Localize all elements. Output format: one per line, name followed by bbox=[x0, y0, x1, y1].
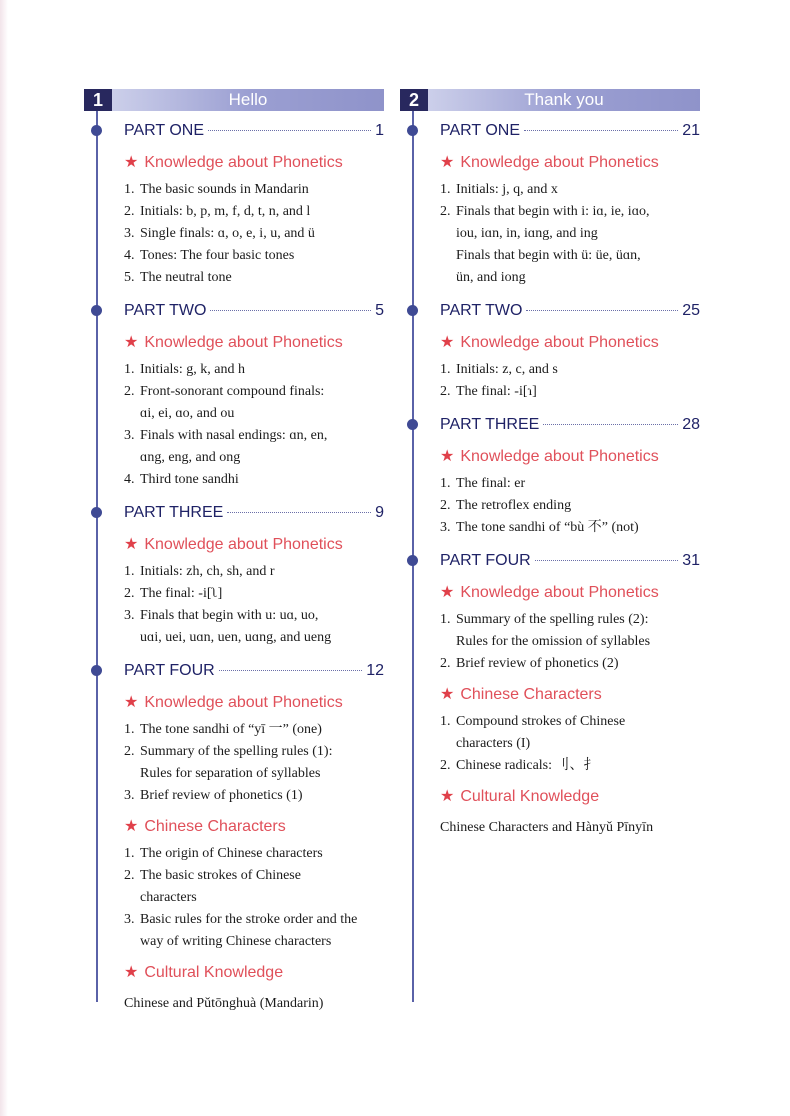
section-items bbox=[440, 359, 700, 403]
item-text: Finals that begin with i: iɑ, ie, iɑo, bbox=[456, 204, 650, 219]
item-text: Summary of the spelling rules (1): bbox=[140, 744, 333, 759]
dot-leader bbox=[219, 670, 363, 671]
list-item bbox=[124, 865, 384, 887]
list-item bbox=[440, 359, 700, 381]
lesson-title: Thank you bbox=[524, 90, 604, 109]
list-item bbox=[124, 605, 384, 627]
item-text: The origin of Chinese characters bbox=[140, 846, 323, 861]
list-item bbox=[440, 711, 700, 733]
section-heading bbox=[124, 151, 384, 175]
part-entry[interactable] bbox=[124, 299, 384, 323]
item-number: 1. bbox=[124, 564, 135, 579]
page-number: 5 bbox=[375, 302, 384, 319]
part-row bbox=[440, 413, 700, 437]
section-heading-text: Cultural Knowledge bbox=[144, 964, 284, 981]
timeline-dot bbox=[407, 419, 418, 430]
item-text: Basic rules for the stroke order and the bbox=[140, 912, 358, 927]
item-text: Initials: b, p, m, f, d, t, n, and l bbox=[140, 204, 311, 219]
dot-leader bbox=[524, 130, 678, 131]
section-heading-text: Knowledge about Phonetics bbox=[144, 334, 343, 351]
item-number: 3. bbox=[124, 608, 135, 623]
item-number: 1. bbox=[440, 182, 451, 197]
section-heading bbox=[124, 961, 384, 985]
section-heading-text: Knowledge about Phonetics bbox=[460, 154, 659, 171]
list-item bbox=[124, 201, 384, 223]
part-label: PART TWO bbox=[124, 302, 207, 319]
item-text: Brief review of phonetics (2) bbox=[456, 656, 619, 671]
section-items bbox=[124, 719, 384, 807]
section-items bbox=[440, 609, 700, 675]
item-number: 1. bbox=[440, 714, 451, 729]
list-item bbox=[124, 583, 384, 605]
lesson-column bbox=[400, 89, 700, 839]
timeline-dot bbox=[91, 507, 102, 518]
dot-leader bbox=[210, 310, 371, 311]
section-items bbox=[440, 473, 700, 539]
item-number: 2. bbox=[124, 744, 135, 759]
item-number: 3. bbox=[124, 912, 135, 927]
part-label: PART FOUR bbox=[440, 552, 531, 569]
section-heading-text: Knowledge about Phonetics bbox=[144, 154, 343, 171]
item-number: 2. bbox=[124, 204, 135, 219]
list-item bbox=[440, 473, 700, 495]
item-text: Chinese radicals: 刂、扌 bbox=[456, 758, 598, 773]
list-item bbox=[440, 381, 700, 403]
part-row bbox=[124, 299, 384, 323]
dot-leader bbox=[526, 310, 678, 311]
item-text: The neutral tone bbox=[140, 270, 232, 285]
star-icon: ★ bbox=[124, 154, 139, 171]
item-number: 2. bbox=[440, 204, 451, 219]
section-heading bbox=[440, 785, 700, 809]
part-label: PART FOUR bbox=[124, 662, 215, 679]
item-text: The basic sounds in Mandarin bbox=[140, 182, 309, 197]
item-text: Initials: j, q, and x bbox=[456, 182, 558, 197]
section-heading-text: Knowledge about Phonetics bbox=[460, 448, 659, 465]
list-item bbox=[124, 719, 384, 741]
section-heading-text: Knowledge about Phonetics bbox=[460, 584, 659, 601]
section-heading bbox=[440, 151, 700, 175]
item-number: 2. bbox=[124, 384, 135, 399]
page-number: 1 bbox=[375, 122, 384, 139]
star-icon: ★ bbox=[124, 818, 139, 835]
item-text-continued: ɑi, ei, ɑo, and ou bbox=[140, 406, 235, 421]
item-number: 3. bbox=[124, 226, 135, 241]
item-number: 1. bbox=[440, 362, 451, 377]
section-items bbox=[124, 179, 384, 289]
item-number: 1. bbox=[440, 476, 451, 491]
item-number: 2. bbox=[440, 384, 451, 399]
part-row bbox=[124, 659, 384, 683]
item-text-continued: uɑi, uei, uɑn, uen, uɑng, and ueng bbox=[140, 630, 332, 645]
list-item bbox=[124, 381, 384, 403]
item-number: 3. bbox=[124, 788, 135, 803]
star-icon: ★ bbox=[440, 686, 455, 703]
item-text-continued: Rules for the omission of syllables bbox=[456, 634, 651, 649]
part-label: PART THREE bbox=[124, 504, 224, 521]
part-row bbox=[440, 549, 700, 573]
section-text: Chinese Characters and Hànyǔ Pīnyīn bbox=[440, 820, 654, 835]
lesson-header-band bbox=[84, 89, 384, 111]
item-text: Initials: z, c, and s bbox=[456, 362, 558, 377]
part-entry[interactable] bbox=[440, 299, 700, 323]
item-number: 5. bbox=[124, 270, 135, 285]
section-heading-text: Chinese Characters bbox=[144, 818, 286, 835]
star-icon: ★ bbox=[124, 536, 139, 553]
page-number: 25 bbox=[682, 302, 700, 319]
item-text: Single finals: ɑ, o, e, i, u, and ü bbox=[140, 226, 315, 241]
item-text-continued: characters (I) bbox=[456, 736, 531, 751]
section-items bbox=[440, 711, 700, 777]
item-text-continued: Rules for separation of syllables bbox=[140, 766, 321, 781]
list-item bbox=[440, 495, 700, 517]
list-item bbox=[124, 469, 384, 491]
list-item bbox=[124, 843, 384, 865]
item-text: The basic strokes of Chinese bbox=[140, 868, 301, 883]
item-text: The final: er bbox=[456, 476, 526, 491]
part-label: PART THREE bbox=[440, 416, 540, 433]
item-text: Finals that begin with u: uɑ, uo, bbox=[140, 608, 319, 623]
item-number: 1. bbox=[124, 722, 135, 737]
timeline-dot bbox=[91, 125, 102, 136]
dot-leader bbox=[535, 560, 679, 561]
star-icon: ★ bbox=[440, 788, 455, 805]
page-number: 9 bbox=[375, 504, 384, 521]
page-number: 31 bbox=[682, 552, 700, 569]
item-number: 3. bbox=[124, 428, 135, 443]
item-text: The tone sandhi of “bù 不” (not) bbox=[456, 520, 639, 535]
part-entry[interactable] bbox=[440, 549, 700, 573]
list-item bbox=[440, 609, 700, 631]
part-entry[interactable] bbox=[124, 659, 384, 683]
list-item bbox=[124, 359, 384, 381]
list-item bbox=[440, 201, 700, 223]
section-heading bbox=[440, 331, 700, 355]
list-item bbox=[124, 179, 384, 201]
list-item bbox=[124, 245, 384, 267]
item-text: The tone sandhi of “yī 一” (one) bbox=[140, 722, 322, 737]
item-number: 2. bbox=[440, 498, 451, 513]
page-number: 21 bbox=[682, 122, 700, 139]
part-label: PART ONE bbox=[124, 122, 205, 139]
timeline-dot bbox=[407, 125, 418, 136]
item-text: Summary of the spelling rules (2): bbox=[456, 612, 649, 627]
lesson-number: 1 bbox=[84, 89, 112, 111]
section-heading-text: Knowledge about Phonetics bbox=[460, 334, 659, 351]
star-icon: ★ bbox=[124, 694, 139, 711]
item-number: 1. bbox=[440, 612, 451, 627]
part-label: PART TWO bbox=[440, 302, 523, 319]
star-icon: ★ bbox=[440, 334, 455, 351]
part-entry[interactable] bbox=[440, 413, 700, 437]
star-icon: ★ bbox=[124, 334, 139, 351]
item-text: Brief review of phonetics (1) bbox=[140, 788, 303, 803]
item-text: Initials: zh, ch, sh, and r bbox=[140, 564, 275, 579]
section-heading-text: Chinese Characters bbox=[460, 686, 602, 703]
dot-leader bbox=[208, 130, 371, 131]
item-text: Compound strokes of Chinese bbox=[456, 714, 626, 729]
item-number: 2. bbox=[124, 868, 135, 883]
item-text: Finals with nasal endings: ɑn, en, bbox=[140, 428, 328, 443]
page-number: 28 bbox=[682, 416, 700, 433]
lesson-contents bbox=[84, 111, 384, 1015]
item-text: The final: -i[ʅ] bbox=[140, 586, 223, 601]
part-entry[interactable] bbox=[440, 119, 700, 143]
section-items bbox=[124, 561, 384, 649]
section-heading bbox=[124, 331, 384, 355]
list-item bbox=[124, 909, 384, 931]
item-text-continued: ɑng, eng, and ong bbox=[140, 450, 241, 465]
list-item bbox=[440, 517, 700, 539]
item-text: Front-sonorant compound finals: bbox=[140, 384, 325, 399]
timeline-dot bbox=[407, 305, 418, 316]
list-item bbox=[124, 561, 384, 583]
section-heading bbox=[124, 533, 384, 557]
list-item bbox=[440, 179, 700, 201]
timeline-dot bbox=[91, 305, 102, 316]
item-number: 1. bbox=[124, 182, 135, 197]
timeline-dot bbox=[91, 665, 102, 676]
lesson-number: 2 bbox=[400, 89, 428, 111]
item-text-continued: way of writing Chinese characters bbox=[140, 934, 332, 949]
section-heading-text: Knowledge about Phonetics bbox=[144, 694, 343, 711]
section-items bbox=[124, 359, 384, 491]
dot-leader bbox=[543, 424, 678, 425]
timeline-dot bbox=[407, 555, 418, 566]
section-heading bbox=[440, 683, 700, 707]
item-number: 4. bbox=[124, 472, 135, 487]
section-text: Chinese and Pǔtōnghuà (Mandarin) bbox=[124, 996, 324, 1011]
part-label: PART ONE bbox=[440, 122, 521, 139]
item-text-continued: characters bbox=[140, 890, 197, 905]
section-heading-text: Knowledge about Phonetics bbox=[144, 536, 343, 553]
item-text: Initials: g, k, and h bbox=[140, 362, 245, 377]
page-number: 12 bbox=[366, 662, 384, 679]
section-items bbox=[440, 179, 700, 289]
item-text: Third tone sandhi bbox=[140, 472, 239, 487]
item-number: 1. bbox=[124, 362, 135, 377]
item-number: 1. bbox=[124, 846, 135, 861]
lesson-contents bbox=[400, 111, 700, 839]
item-text-continued: ün, and iong bbox=[456, 270, 526, 285]
part-row bbox=[440, 299, 700, 323]
list-item bbox=[124, 425, 384, 447]
list-item bbox=[440, 653, 700, 675]
part-row bbox=[124, 501, 384, 525]
item-number: 2. bbox=[124, 586, 135, 601]
item-text-continued: Finals that begin with ü: üe, üɑn, bbox=[456, 248, 641, 263]
list-item bbox=[440, 755, 700, 777]
list-item bbox=[124, 741, 384, 763]
item-number: 3. bbox=[440, 520, 451, 535]
section-heading bbox=[440, 581, 700, 605]
section-heading-text: Cultural Knowledge bbox=[460, 788, 600, 805]
star-icon: ★ bbox=[440, 448, 455, 465]
list-item bbox=[124, 785, 384, 807]
lesson-header-band bbox=[400, 89, 700, 111]
lesson-column bbox=[84, 89, 384, 1015]
star-icon: ★ bbox=[440, 584, 455, 601]
item-number: 2. bbox=[440, 758, 451, 773]
page-edge-tint bbox=[0, 0, 8, 1116]
item-text: The final: -i[ɿ] bbox=[456, 384, 537, 399]
list-item bbox=[124, 223, 384, 245]
item-text: Tones: The four basic tones bbox=[140, 248, 295, 263]
star-icon: ★ bbox=[124, 964, 139, 981]
section-heading bbox=[124, 691, 384, 715]
list-item bbox=[124, 267, 384, 289]
item-text: The retroflex ending bbox=[456, 498, 572, 513]
part-entry[interactable] bbox=[124, 501, 384, 525]
item-number: 2. bbox=[440, 656, 451, 671]
lesson-title: Hello bbox=[228, 90, 268, 109]
dot-leader bbox=[227, 512, 371, 513]
section-heading bbox=[124, 815, 384, 839]
star-icon: ★ bbox=[440, 154, 455, 171]
part-row bbox=[124, 119, 384, 143]
item-text-continued: iou, iɑn, in, iɑng, and ing bbox=[456, 226, 598, 241]
section-items bbox=[124, 843, 384, 953]
part-row bbox=[440, 119, 700, 143]
item-number: 4. bbox=[124, 248, 135, 263]
part-entry[interactable] bbox=[124, 119, 384, 143]
section-heading bbox=[440, 445, 700, 469]
